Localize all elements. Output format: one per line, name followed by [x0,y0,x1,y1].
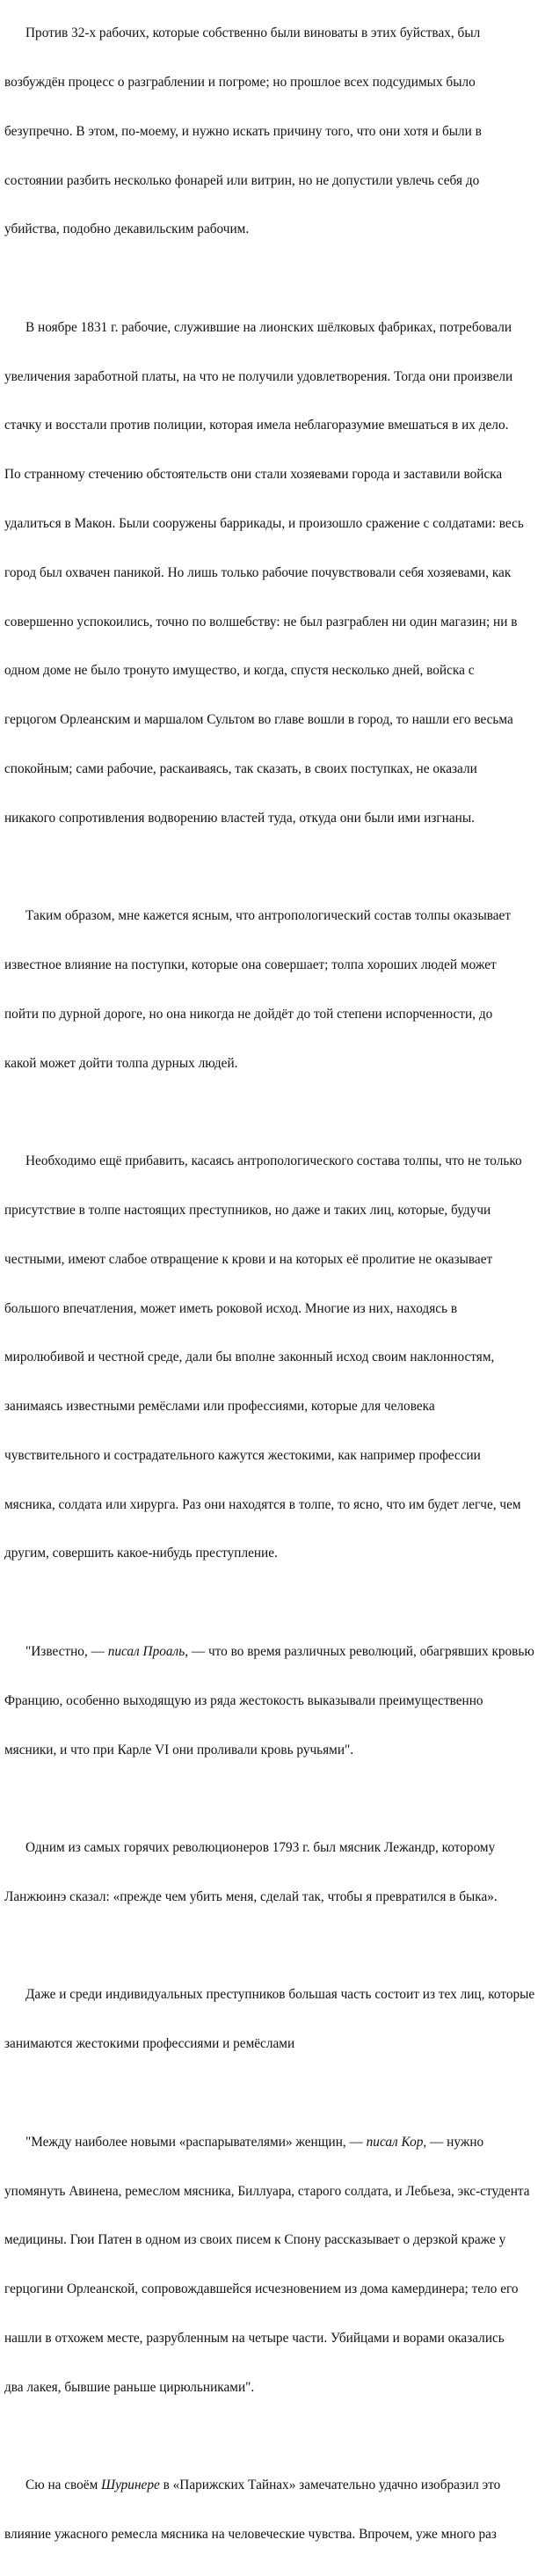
text-line: состоянии разбить несколько фонарей или витрин, но не допустили увлечь себя до [4,172,480,188]
text-line: спокойным; сами рабочие, раскаиваясь, так сказать, в своих поступках, не оказали [4,760,477,776]
text-line: убийства, подобно декавильским рабочим. [4,222,250,237]
text-line: мясника, солдата или хирурга. Раз они находятся в толпе, то ясно, что им будет легче, чем [4,1496,521,1512]
italic-emphasis: писал Проаль [107,1643,185,1659]
text-line: Необходимо ещё прибавить, касаясь антропологического состава толпы, что не только [25,1153,522,1169]
text-line: занимаются жестокими профессиями и ремёслами [4,2036,295,2052]
text-line: По странному стечению обстоятельств они стали хозяевами города и заставили войска [4,467,503,483]
italic-emphasis: Шуринере [101,2478,160,2493]
paragraph-3 [4,876,540,1104]
text-line: нашли в отхожем месте, разрубленным на четыре части. Убийцами и ворами оказались [4,2330,505,2346]
text-line: присутствие в толпе настоящих преступников, но даже и таких лиц, которые, будучи [4,1202,491,1218]
text-line: удалиться в Макон. Были сооружены баррикады, и произошло сражение с солдатами: весь [4,516,524,531]
text-line: два лакея, бывшие раньше цирюльниками". [4,2379,255,2395]
text-line: какой может дойти толпа дурных людей. [4,1055,238,1071]
paragraph-8-quote [4,2102,540,2429]
text-line: одном доме не было тронуто имущество, и когда, спустя несколько дней, войска с [4,663,475,679]
paragraph-6 [4,1808,540,1939]
paragraph-4 [4,1121,540,1595]
text-line: Францию, особенно выходящую из ряда жестокость выказывали преимущественно [4,1692,483,1708]
text-line: безупречно. В этом, по-моему, и нужно искать причину того, что они хотя и были в [4,123,482,139]
text-line: Таким образом, мне кажется ясным, что антропологический состав толпы оказывает [25,908,512,924]
text-line: возбуждён процесс о разграблении и погроме; но прошлое всех подсудимых было [4,74,476,90]
text-line: другим, совершить какое-нибудь преступление. [4,1546,278,1561]
paragraph-5-quote [4,1612,540,1792]
paragraph-9 [4,2445,540,2576]
text-line: известное влияние на поступки, которые она совершает; толпа хороших людей может [4,957,497,973]
paragraph-2 [4,287,540,860]
text-line: миролюбивой и честной среде, дали бы вполне законный исход своим наклонностям, [4,1350,495,1365]
text-line: "Между наиболее новыми «распарывателями» женщин, — писал Кор, — нужно [25,2134,484,2150]
text-line: Ланжюинэ сказал: «прежде чем убить меня, сделай так, чтобы я превратился в быка». [4,1888,498,1904]
text-line: никакого сопротивления водворению властей туда, откуда они были ими изгнаны. [4,810,475,826]
text-line: чувствительного и сострадательного кажутся жестокими, как например профессии [4,1447,481,1463]
text-line: герцогини Орлеанской, сопровождавшейся исчезновением из дома камердинера; тело его [4,2281,519,2297]
text-line: Против 32-х рабочих, которые собственно были виноваты в этих буйствах, был [25,25,481,41]
text-line: упомянуть Авинена, ремеслом мясника, Биллуара, старого солдата, и Лебьеза, экс-студента [4,2183,530,2199]
text-line: увеличения заработной платы, на что не получили удовлетворения. Тогда они произвели [4,368,513,384]
text-line: пойти по дурной дороге, но она никогда не дойдёт до той степени испорченности, до [4,1006,493,1022]
text-line: Одним из самых горячих революционеров 1793 г. был мясник Лежандр, которому [25,1840,496,1856]
text-line: медицины. Гюи Патен в одном из своих писем к Спону рассказывает о дерзкой краже у [4,2232,506,2248]
italic-emphasis: писал Кор [366,2134,424,2150]
text-line: честными, имеют слабое отвращение к крови и на которых её пролитие не оказывает [4,1251,493,1267]
text-line: мясники, и что при Карле VI они проливали кровь ручьями". [4,1742,354,1757]
paragraph-1 [4,0,540,271]
paragraph-7 [4,1954,540,2085]
text-line: совершенно успокоились, точно по волшебству: не был разграблен ни один магазин; ни в [4,614,518,629]
text-line: город был охвачен паникой. Но лишь только рабочие почувствовали себя хозяевами, как [4,564,512,580]
text-line: большого впечатления, может иметь роковой исход. Многие из них, находясь в [4,1300,458,1316]
text-line: Сю на своём Шуринере в «Парижских Тайнах» замечательно удачно изобразил это [25,2478,501,2493]
text-line: Даже и среди индивидуальных преступников большая часть состоит из тех лиц, которые [25,1987,535,2003]
text-line: занимаясь известными ремёслами или профессиями, которые для человека [4,1399,435,1415]
text-line: "Известно, — писал Проаль, — что во время различных революций, обагрявших кровью [25,1643,534,1659]
text-line: стачку и восстали против полиции, которая имела неблагоразумие вмешаться в их дело. [4,418,509,433]
text-line: В ноябре 1831 г. рабочие, служившие на лионских шёлковых фабриках, потребовали [25,319,512,335]
text-line: влияние ужасного ремесла мясника на человеческие чувства. Впрочем, уже много раз [4,2527,497,2543]
text-line: герцогом Орлеанским и маршалом Сультом во главе вошли в город, то нашли его весьма [4,712,513,728]
